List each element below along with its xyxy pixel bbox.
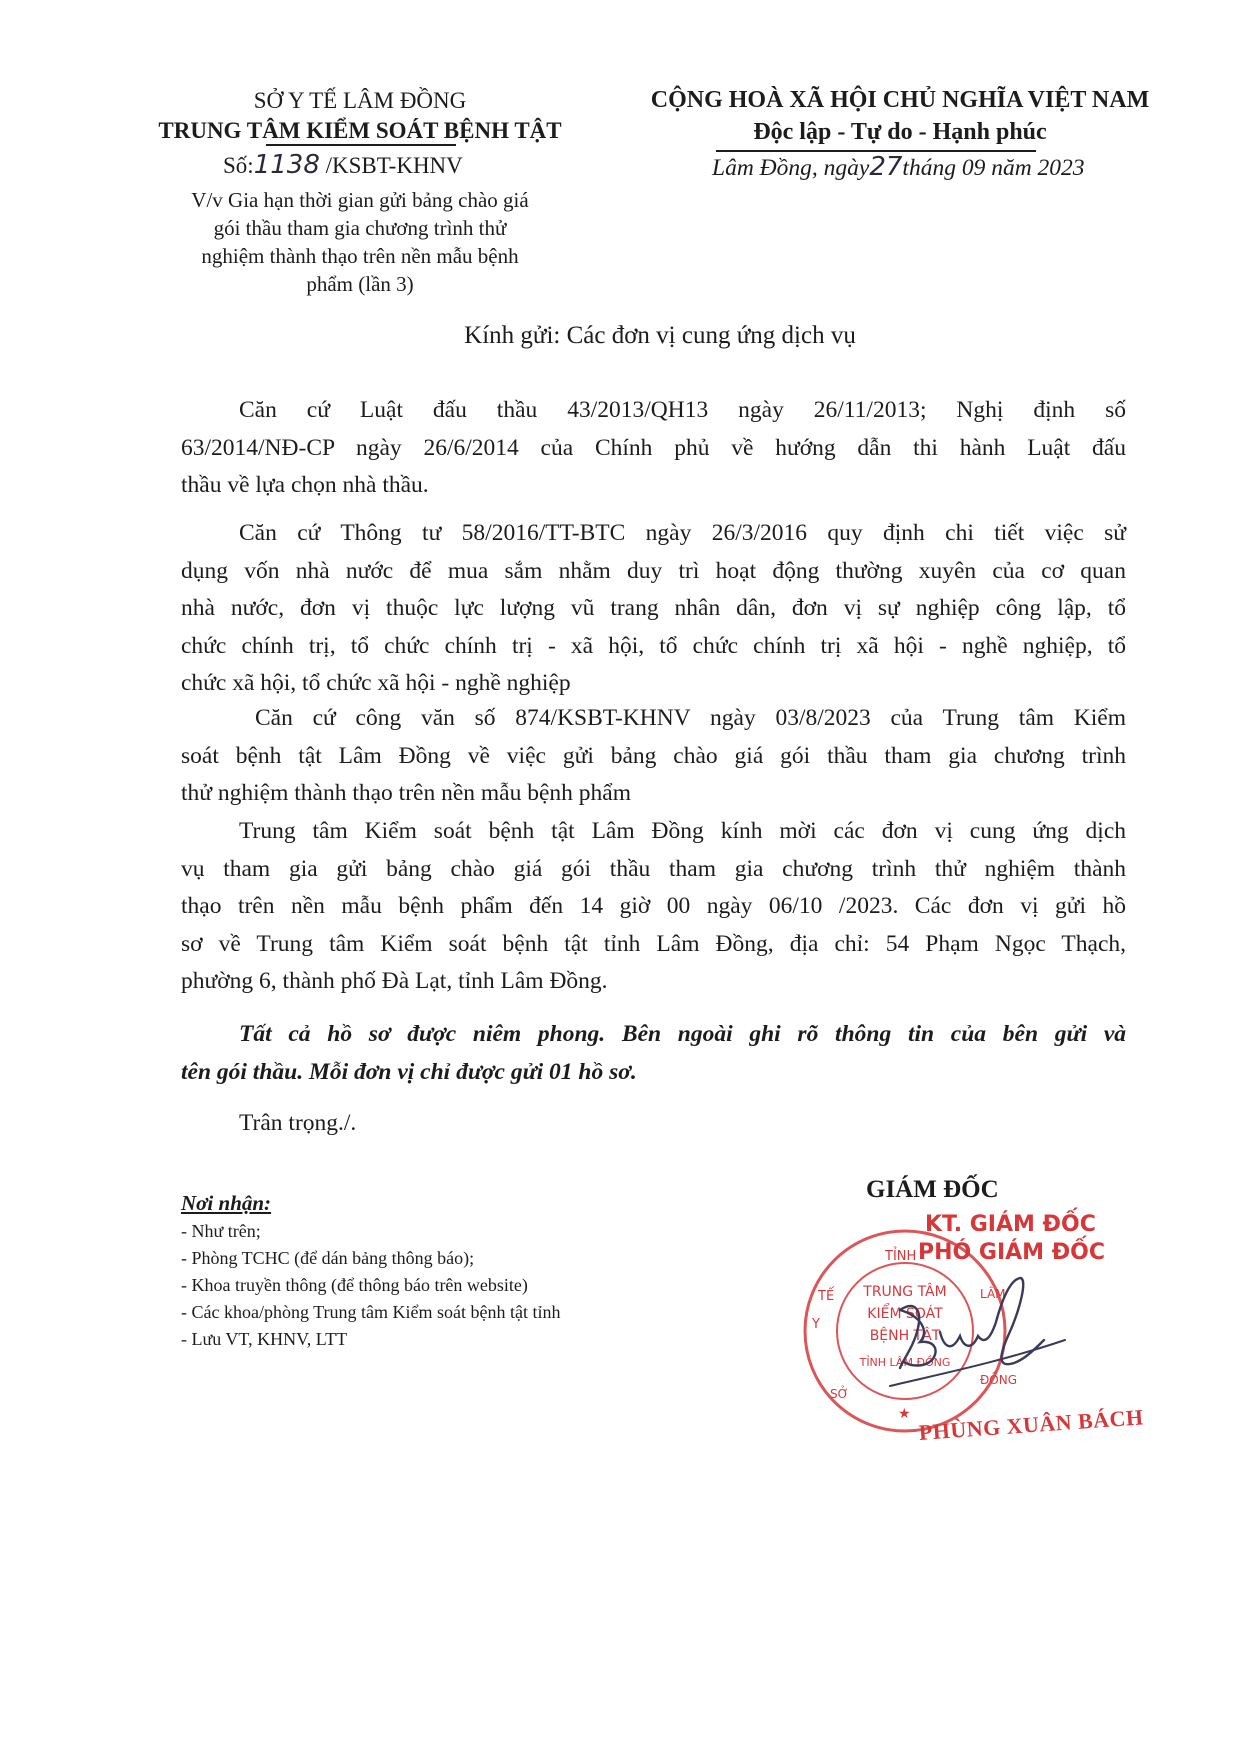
paragraph-line: chức xã hội, tổ chức xã hội - nghề nghiệp bbox=[181, 670, 571, 696]
paragraph-line: nhà nước, đơn vị thuộc lực lượng vũ trang nhân dân, đơn vị sự nghiệp công lập, tổ bbox=[181, 595, 1126, 621]
date-prefix: Lâm Đồng, ngày bbox=[712, 155, 870, 181]
date-day-handwritten: 27 bbox=[869, 152, 903, 182]
paragraph-line: Căn cứ Luật đấu thầu 43/2013/QH13 ngày 26/11/2013; Nghị định số bbox=[239, 397, 1126, 423]
svg-text:LÂM: LÂM bbox=[980, 1287, 1006, 1301]
paragraph-line: soát bệnh tật Lâm Đồng về việc gửi bảng chào giá gói thầu tham gia chương trình bbox=[181, 742, 1126, 769]
signer-name: PHÙNG XUÂN BÁCH bbox=[918, 1404, 1145, 1445]
notice-line: tên gói thầu. Mỗi đơn vị chỉ được gửi 01 hồ sơ. bbox=[181, 1058, 637, 1085]
closing: Trân trọng./. bbox=[239, 1110, 357, 1136]
recipients-block bbox=[181, 1188, 560, 1353]
notice-line: Tất cả hồ sơ được niêm phong. Bên ngoài ghi rõ thông tin của bên gửi và bbox=[239, 1021, 1126, 1047]
svg-text:★: ★ bbox=[898, 1406, 911, 1422]
issue-date bbox=[712, 152, 1085, 182]
paragraph-line: Căn cứ công văn số 874/KSBT-KHNV ngày 03/8/2023 của Trung tâm Kiểm bbox=[255, 705, 1126, 731]
svg-text:TẾ: TẾ bbox=[818, 1289, 835, 1304]
paragraph-line: thầu về lựa chọn nhà thầu. bbox=[181, 472, 429, 498]
recipients-title: Nơi nhận: bbox=[181, 1191, 272, 1215]
document-subject bbox=[150, 186, 570, 298]
recipient-item: - Như trên; bbox=[181, 1221, 261, 1241]
paragraph-invitation bbox=[181, 813, 1126, 1001]
paragraph-legal-basis-3 bbox=[181, 700, 1126, 813]
svg-text:SỞ: SỞ bbox=[830, 1387, 849, 1401]
paragraph-line: Căn cứ Thông tư 58/2016/TT-BTC ngày 26/3/2016 quy định chi tiết việc sử bbox=[239, 520, 1126, 546]
notice-paragraph bbox=[181, 1016, 1126, 1091]
paragraph-line: thạo trên nền mẫu bệnh phẩm đến 14 giờ 00 ngày 06/10 /2023. Các đơn vị gửi hồ bbox=[181, 893, 1126, 919]
recipient-item: - Các khoa/phòng Trung tâm Kiểm soát bệnh tật tỉnh bbox=[181, 1302, 561, 1322]
seal-center-line: TRUNG TÂM bbox=[863, 1284, 947, 1300]
document-number bbox=[223, 150, 463, 181]
greeting: Kính gửi: Các đơn vị cung ứng dịch vụ bbox=[464, 322, 856, 349]
stamp-kt: KT. GIÁM ĐỐC bbox=[925, 1212, 1096, 1237]
paragraph-line: chức chính trị, tổ chức chính trị - xã hội, tổ chức chính trị xã hội - nghề nghiệp, tổ bbox=[181, 632, 1126, 659]
svg-text:Y: Y bbox=[812, 1317, 820, 1332]
number-handwritten: 1138 bbox=[253, 150, 320, 180]
country-name: CỘNG HOÀ XÃ HỘI CHỦ NGHĨA VIỆT NAM bbox=[650, 87, 1150, 113]
svg-text:ĐỒNG: ĐỒNG bbox=[980, 1373, 1018, 1387]
seal-center-line: TỈNH LÂM ĐỒNG bbox=[859, 1356, 951, 1369]
paragraph-line: phường 6, thành phố Đà Lạt, tỉnh Lâm Đồng. bbox=[181, 968, 608, 994]
stamp-deputy: PHÓ GIÁM ĐỐC bbox=[918, 1240, 1105, 1265]
agency-name: TRUNG TÂM KIỂM SOÁT BỆNH TẬT bbox=[158, 118, 562, 143]
paragraph-line: sơ về Trung tâm Kiểm soát bệnh tật tỉnh Lâm Đồng, địa chỉ: 54 Phạm Ngọc Thạch, bbox=[181, 930, 1126, 957]
recipient-item: - Phòng TCHC (để dán bảng thông báo); bbox=[181, 1248, 475, 1268]
paragraph-line: vụ tham gia gửi bảng chào giá gói thầu tham gia chương trình thử nghiệm thành bbox=[181, 855, 1126, 882]
header-left bbox=[150, 86, 570, 146]
paragraph-legal-basis-1 bbox=[181, 392, 1126, 505]
paragraph-line: dụng vốn nhà nước để mua sắm nhằm duy trì hoạt động thường xuyên của cơ quan bbox=[181, 557, 1126, 584]
recipient-item: - Khoa truyền thông (để thông báo trên website) bbox=[181, 1275, 528, 1295]
signature-role: GIÁM ĐỐC bbox=[866, 1176, 999, 1203]
number-prefix: Số: bbox=[223, 153, 254, 178]
seal-ring-top: TỈNH bbox=[885, 1249, 917, 1264]
handwritten-signature bbox=[860, 1270, 1070, 1390]
ministry-name: SỞ Y TẾ LÂM ĐỒNG bbox=[253, 88, 467, 113]
header-right bbox=[630, 84, 1170, 148]
subject-line: V/v Gia hạn thời gian gửi bảng chào giá bbox=[191, 188, 529, 212]
seal-center-line: KIỂM SOÁT bbox=[867, 1306, 943, 1322]
recipient-item: - Lưu VT, KHNV, LTT bbox=[181, 1329, 348, 1349]
agency-underline bbox=[266, 144, 456, 146]
paragraph-legal-basis-2 bbox=[181, 515, 1126, 703]
subject-line: nghiệm thành thạo trên nền mẫu bệnh bbox=[201, 244, 519, 268]
seal-center-line: BỆNH TẬT bbox=[869, 1328, 941, 1344]
paragraph-line: 63/2014/NĐ-CP ngày 26/6/2014 của Chính phủ về hướng dẫn thi hành Luật đấu bbox=[181, 434, 1126, 461]
subject-line: phẩm (lần 3) bbox=[306, 272, 414, 296]
paragraph-line: thử nghiệm thành thạo trên nền mẫu bệnh phẩm bbox=[181, 780, 631, 806]
number-suffix: /KSBT-KHNV bbox=[325, 153, 463, 178]
paragraph-line: Trung tâm Kiểm soát bệnh tật Lâm Đồng kính mời các đơn vị cung ứng dịch bbox=[239, 818, 1126, 844]
national-motto: Độc lập - Tự do - Hạnh phúc bbox=[753, 119, 1047, 145]
subject-line: gói thầu tham gia chương trình thử bbox=[213, 216, 507, 240]
date-suffix: tháng 09 năm 2023 bbox=[902, 155, 1085, 181]
